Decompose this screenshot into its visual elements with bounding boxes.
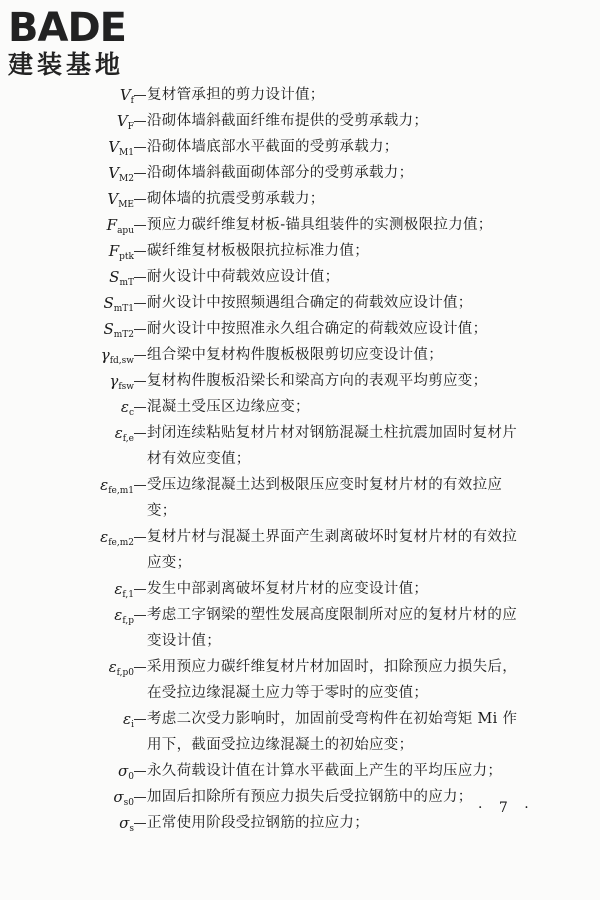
- symbol: $\sigma_0$: [118, 762, 134, 782]
- symbol-entry: [0, 264, 600, 290]
- symbol-entry: [0, 706, 600, 758]
- symbol-definition: 沿砌体墙斜截面砌体部分的受剪承载力；: [147, 165, 414, 181]
- symbol: $V_{ME}$: [107, 190, 134, 210]
- symbol: $\sigma_{s0}$: [113, 788, 134, 808]
- symbol-definition: 复材管承担的剪力设计值；: [147, 87, 325, 103]
- symbol-entry: [0, 368, 600, 394]
- symbol: $\gamma_{fd,sw}$: [100, 346, 134, 366]
- symbol: $\varepsilon_{fe,m2}$: [100, 528, 134, 548]
- symbol: $V_F$: [116, 112, 134, 132]
- symbol-entry: [0, 238, 600, 264]
- symbol: $V_{M1}$: [108, 138, 134, 158]
- symbol: $S_{mT1}$: [103, 294, 134, 314]
- symbol-definition: 混凝土受压区边缘应变；: [147, 399, 310, 415]
- symbol-entry: [0, 524, 600, 576]
- symbol-definition: 耐火设计中荷载效应设计值；: [147, 269, 340, 285]
- symbol-entry: [0, 212, 600, 238]
- symbol-definition: 预应力碳纤维复材板-锚具组装件的实测极限拉力值；: [147, 217, 493, 233]
- symbol: $\varepsilon_{f,1}$: [114, 580, 134, 600]
- symbol-definition: 考虑二次受力影响时，加固前受弯构件在初始弯矩 Mi 作用下，截面受拉边缘混凝土的初始应变；: [147, 711, 518, 753]
- symbol-entry: [0, 160, 600, 186]
- symbol-entry: [0, 290, 600, 316]
- symbol: $S_{mT}$: [109, 268, 134, 288]
- symbol: $S_{mT2}$: [103, 320, 134, 340]
- symbol: $\gamma_{fsw}$: [109, 372, 134, 392]
- symbol-definition: 永久荷载设计值在计算水平截面上产生的平均压应力；: [147, 763, 503, 779]
- logo-subtitle: 建装基地: [8, 50, 125, 79]
- symbol: $V_{M2}$: [108, 164, 134, 184]
- symbol-definition: 考虑工字钢梁的塑性发展高度限制所对应的复材片材的应变设计值；: [147, 607, 517, 649]
- symbol-entry: [0, 602, 600, 654]
- symbol-entry: [0, 576, 600, 602]
- symbol: $\varepsilon_{f,e}$: [114, 424, 134, 444]
- symbol-entry: [0, 394, 600, 420]
- symbol-entry: [0, 654, 600, 706]
- symbol-entry: [0, 758, 600, 784]
- symbol-entry: [0, 134, 600, 160]
- symbol-definition: 正常使用阶段受拉钢筋的拉应力；: [147, 815, 369, 831]
- symbol: $\varepsilon_{f,p}$: [114, 606, 134, 626]
- symbol: $F_{apu}$: [106, 216, 134, 236]
- symbol-entry: [0, 108, 600, 134]
- page-number: · 7 ·: [478, 800, 535, 816]
- symbol-entry: [0, 316, 600, 342]
- symbol-definition: 组合梁中复材构件腹板极限剪切应变设计值；: [147, 347, 443, 363]
- symbol-definition: 耐火设计中按照频遇组合确定的荷载效应设计值；: [147, 295, 473, 311]
- symbol-entry: [0, 186, 600, 212]
- symbol-definition: 复材片材与混凝土界面产生剥离破坏时复材片材的有效拉应变；: [147, 529, 517, 571]
- symbol-entry: [0, 82, 600, 108]
- symbol-definition: 加固后扣除所有预应力损失后受拉钢筋中的应力；: [147, 789, 473, 805]
- symbol-definition: 碳纤维复材板极限抗拉标准力值；: [147, 243, 369, 259]
- symbol-definition: 耐火设计中按照准永久组合确定的荷载效应设计值；: [147, 321, 488, 337]
- symbol-entry: [0, 342, 600, 368]
- brand-logo: [8, 6, 188, 80]
- symbol-definition: 封闭连续粘贴复材片材对钢筋混凝土柱抗震加固时复材片材有效应变值；: [147, 425, 517, 467]
- symbol-definition: 砌体墙的抗震受剪承载力；: [147, 191, 325, 207]
- symbol: $V_f$: [119, 86, 134, 106]
- symbol: $\varepsilon_c$: [120, 398, 134, 418]
- symbol-definition: 发生中部剥离破坏复材片材的应变设计值；: [147, 581, 429, 597]
- symbol: $\sigma_s$: [119, 814, 134, 834]
- symbol-definition: 受压边缘混凝土达到极限压应变时复材片材的有效拉应变；: [147, 477, 503, 519]
- symbol: $\varepsilon_{f,p0}$: [108, 658, 134, 678]
- logo-word: BADE: [8, 5, 126, 51]
- symbol-definition: 沿砌体墙斜截面纤维布提供的受剪承载力；: [147, 113, 429, 129]
- symbol-entry: [0, 420, 600, 472]
- symbol-definition: 复材构件腹板沿梁长和梁高方向的表观平均剪应变；: [147, 373, 488, 389]
- symbol-definition: 沿砌体墙底部水平截面的受剪承载力；: [147, 139, 399, 155]
- symbol-list: [0, 82, 600, 836]
- symbol-entry: [0, 472, 600, 524]
- symbol: $\varepsilon_i$: [123, 710, 134, 730]
- symbol-definition: 采用预应力碳纤维复材片材加固时，扣除预应力损失后，在受拉边缘混凝土应力等于零时的应变值；: [147, 659, 517, 701]
- symbol: $\varepsilon_{fe,m1}$: [100, 476, 134, 496]
- symbol: $F_{ptk}$: [108, 242, 134, 262]
